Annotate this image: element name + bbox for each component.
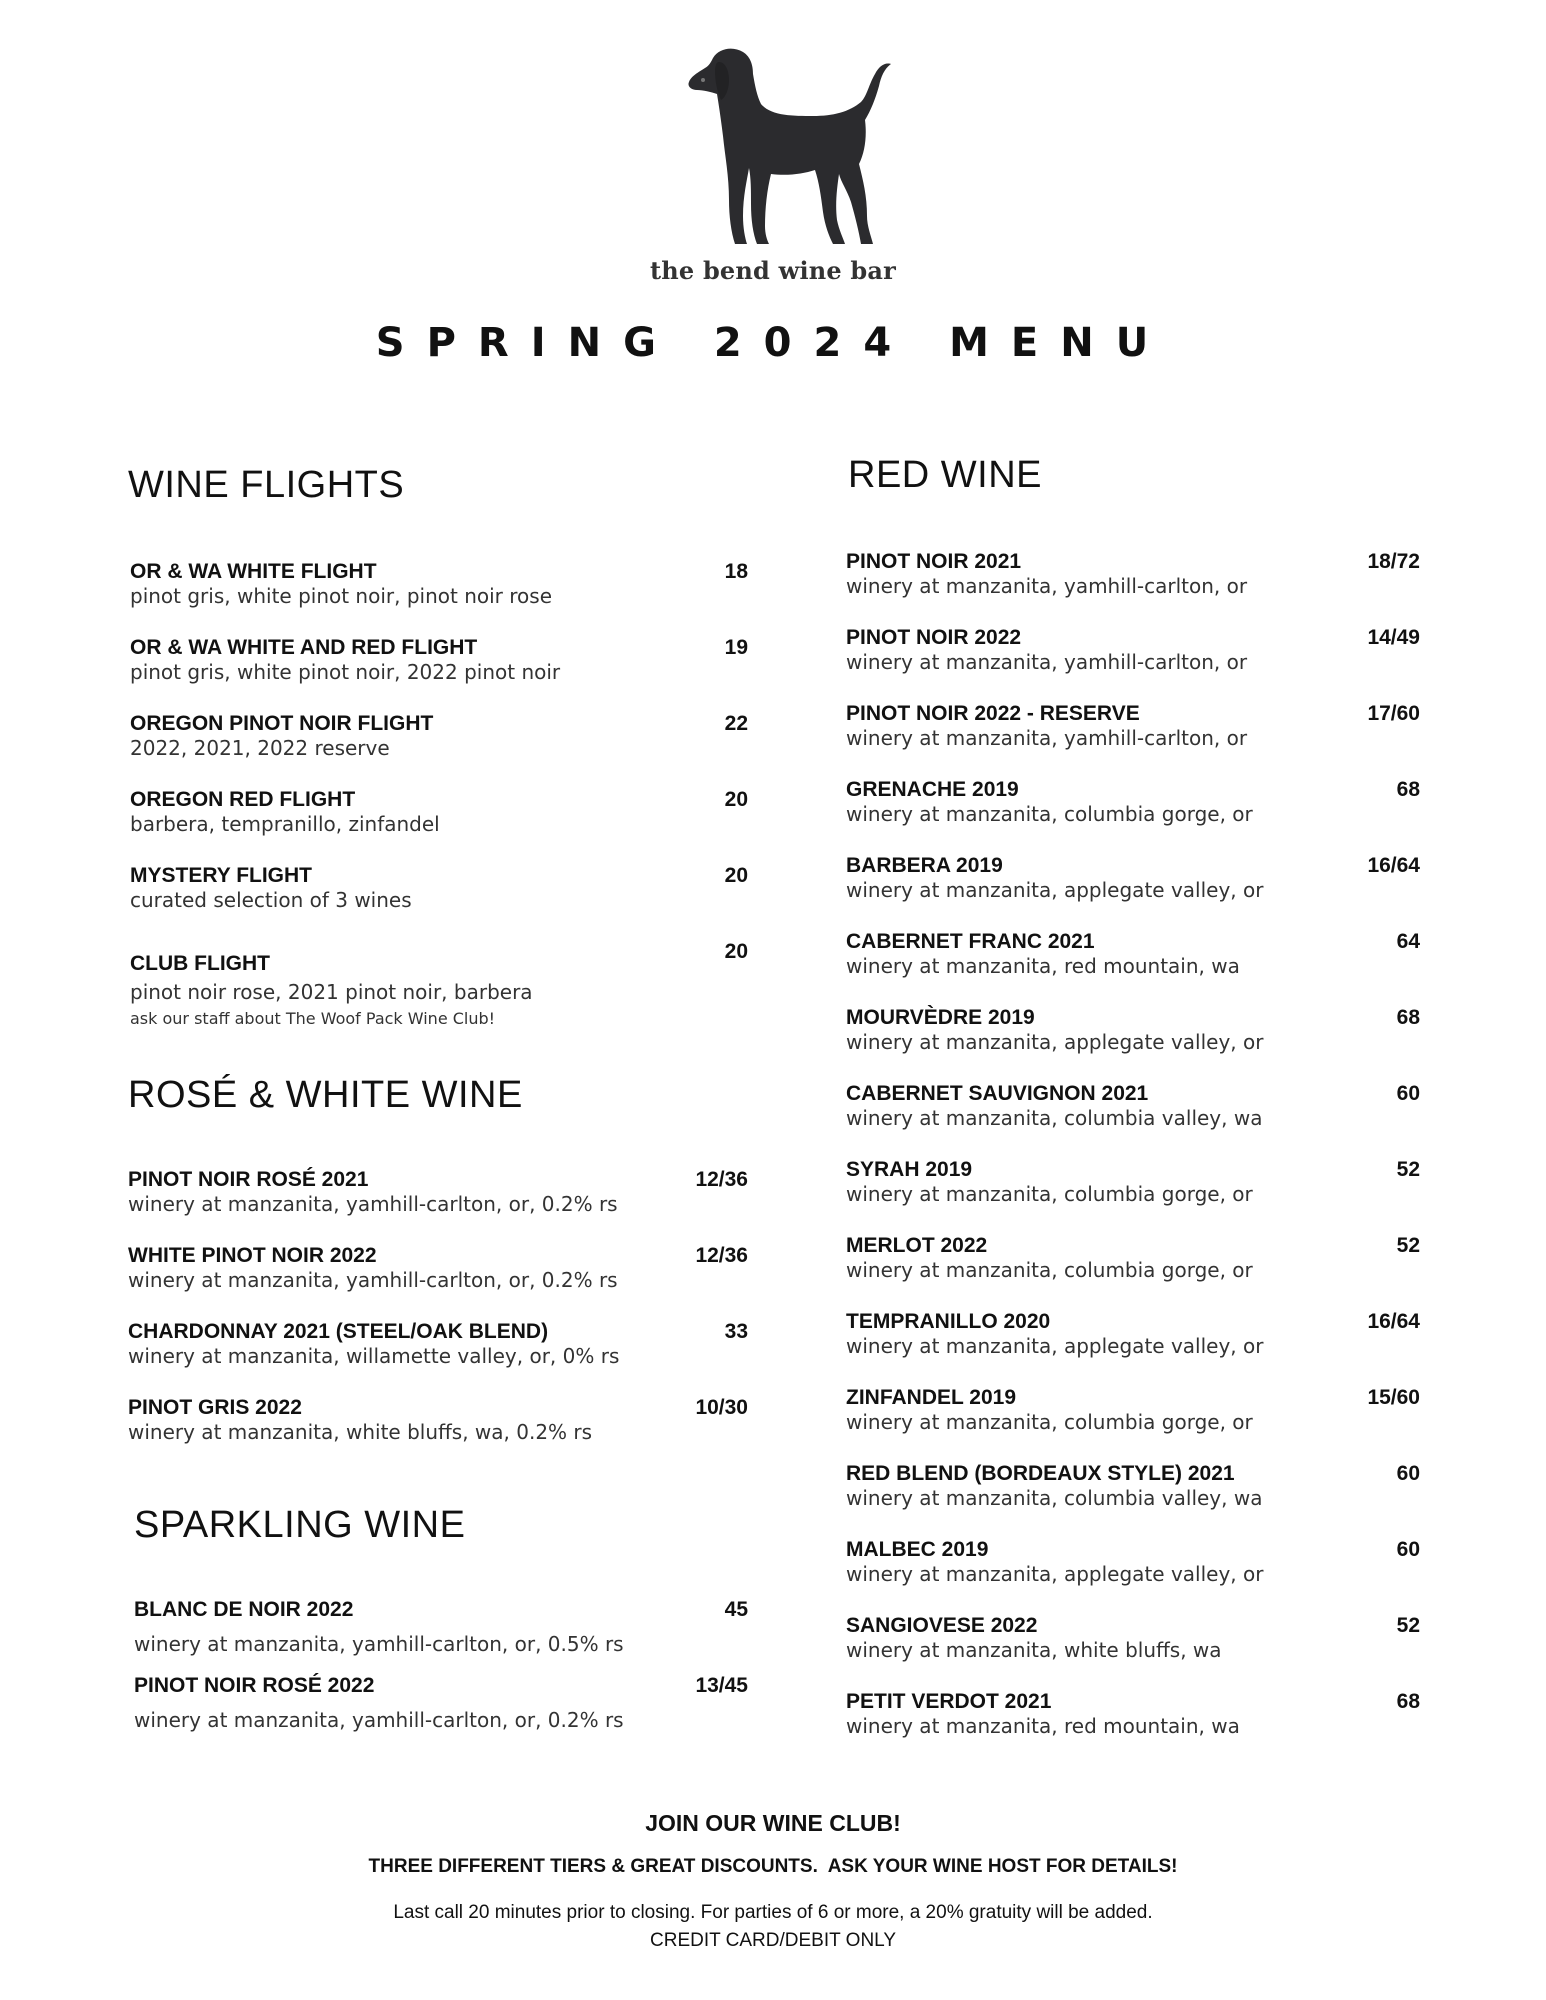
item-name: MERLOT 2022 [846, 1234, 988, 1257]
item-desc: winery at manzanita, yamhill-carlton, or, 0.2% rs [128, 1192, 618, 1216]
list-item [130, 952, 533, 1030]
brand-name: the bend wine bar [649, 256, 897, 285]
item-desc: winery at manzanita, yamhill-carlton, or, 0.2% rs [128, 1268, 618, 1292]
item-name: BLANC DE NOIR 2022 [134, 1598, 354, 1621]
item-price: 10/30 [695, 1396, 748, 1419]
sparkling-heading: SPARKLING WINE [134, 1504, 466, 1546]
item-desc: pinot gris, white pinot noir, pinot noir rose [130, 584, 552, 608]
item-price: 68 [1396, 1006, 1420, 1029]
item-name: OREGON RED FLIGHT [130, 788, 356, 811]
list-item [846, 930, 1240, 978]
item-desc: winery at manzanita, yamhill-carlton, or [846, 726, 1248, 750]
item-desc: winery at manzanita, red mountain, wa [846, 954, 1240, 978]
item-price: 18/72 [1367, 550, 1420, 573]
item-desc: winery at manzanita, yamhill-carlton, or, 0.2% rs [134, 1708, 624, 1732]
item-name: OR & WA WHITE AND RED FLIGHT [130, 636, 478, 659]
item-price: 15/60 [1367, 1386, 1420, 1409]
item-desc: pinot gris, white pinot noir, 2022 pinot noir [130, 660, 561, 684]
list-item [130, 636, 560, 684]
list-item [130, 864, 412, 912]
dog-silhouette-icon [653, 40, 893, 250]
list-item [846, 1538, 1263, 1586]
list-item [128, 1320, 619, 1368]
item-desc: winery at manzanita, applegate valley, or [846, 1334, 1264, 1358]
payment-note: CREDIT CARD/DEBIT ONLY [650, 1930, 896, 1951]
item-name: SYRAH 2019 [846, 1158, 973, 1181]
item-name: PINOT NOIR ROSÉ 2021 [128, 1168, 369, 1191]
item-name: CABERNET FRANC 2021 [846, 930, 1095, 953]
item-desc: winery at manzanita, white bluffs, wa [846, 1638, 1222, 1662]
list-item [846, 550, 1247, 598]
item-price: 20 [724, 940, 748, 963]
item-desc: winery at manzanita, applegate valley, or [846, 878, 1264, 902]
item-name: WHITE PINOT NOIR 2022 [128, 1244, 377, 1267]
item-desc: winery at manzanita, columbia gorge, or [846, 1410, 1253, 1434]
item-name: CABERNET SAUVIGNON 2021 [846, 1082, 1149, 1105]
item-name: MALBEC 2019 [846, 1538, 989, 1561]
item-name: GRENACHE 2019 [846, 778, 1019, 801]
list-item [128, 1244, 618, 1292]
item-name: PINOT GRIS 2022 [128, 1396, 302, 1419]
page-title: SPRING 2024 MENU [375, 320, 1171, 366]
item-name: MYSTERY FLIGHT [130, 864, 313, 887]
item-name: CLUB FLIGHT [130, 952, 270, 975]
item-price: 52 [1396, 1234, 1420, 1257]
list-item [846, 1614, 1222, 1662]
item-price: 60 [1396, 1462, 1420, 1485]
list-item [846, 1462, 1262, 1510]
item-price: 12/36 [695, 1244, 748, 1267]
rose-white-heading: ROSÉ & WHITE WINE [128, 1074, 523, 1116]
list-item [846, 1158, 1253, 1206]
item-price: 17/60 [1367, 702, 1420, 725]
list-item [846, 1234, 1253, 1282]
item-desc: winery at manzanita, columbia valley, wa [846, 1486, 1263, 1510]
item-name: OREGON PINOT NOIR FLIGHT [130, 712, 434, 735]
item-name: RED BLEND (BORDEAUX STYLE) 2021 [846, 1462, 1235, 1485]
item-price: 12/36 [695, 1168, 748, 1191]
list-item [134, 1674, 624, 1732]
item-price: 22 [724, 712, 748, 735]
item-price: 68 [1396, 778, 1420, 801]
wine-flights-heading: WINE FLIGHTS [128, 464, 405, 506]
item-desc: winery at manzanita, applegate valley, or [846, 1562, 1264, 1586]
item-name: PINOT NOIR 2022 - RESERVE [846, 702, 1140, 725]
list-item [846, 1386, 1253, 1434]
item-price: 60 [1396, 1538, 1420, 1561]
item-desc: barbera, tempranillo, zinfandel [130, 812, 440, 836]
list-item [846, 1082, 1262, 1130]
item-note: ask our staff about The Woof Pack Wine Club! [130, 1009, 496, 1028]
item-name: PINOT NOIR 2022 [846, 626, 1022, 649]
item-price: 20 [724, 864, 748, 887]
list-item [846, 626, 1247, 674]
item-desc: winery at manzanita, yamhill-carlton, or, 0.5% rs [134, 1632, 624, 1656]
item-desc: winery at manzanita, applegate valley, or [846, 1030, 1264, 1054]
list-item [846, 1006, 1263, 1054]
item-price: 20 [724, 788, 748, 811]
item-name: TEMPRANILLO 2020 [846, 1310, 1051, 1333]
item-price: 13/45 [695, 1674, 748, 1697]
item-desc: winery at manzanita, willamette valley, or, 0% rs [128, 1344, 620, 1368]
item-desc: winery at manzanita, columbia gorge, or [846, 802, 1253, 826]
item-desc: winery at manzanita, columbia gorge, or [846, 1182, 1253, 1206]
item-desc: winery at manzanita, yamhill-carlton, or [846, 574, 1248, 598]
item-price: 18 [724, 560, 748, 583]
wine-club-heading: JOIN OUR WINE CLUB! [645, 1810, 901, 1836]
list-item [128, 1168, 618, 1216]
item-desc: winery at manzanita, red mountain, wa [846, 1714, 1240, 1738]
item-price: 60 [1396, 1082, 1420, 1105]
item-price: 52 [1396, 1158, 1420, 1181]
item-name: SANGIOVESE 2022 [846, 1614, 1038, 1637]
list-item [846, 778, 1253, 826]
item-price: 16/64 [1367, 854, 1420, 877]
item-price: 52 [1396, 1614, 1420, 1637]
item-name: BARBERA 2019 [846, 854, 1003, 877]
item-desc: winery at manzanita, columbia gorge, or [846, 1258, 1253, 1282]
brand-logo [0, 40, 1546, 285]
item-name: PINOT NOIR 2021 [846, 550, 1022, 573]
item-name: OR & WA WHITE FLIGHT [130, 560, 377, 583]
list-item [130, 560, 552, 608]
list-item [134, 1598, 624, 1656]
item-desc: winery at manzanita, yamhill-carlton, or [846, 650, 1248, 674]
list-item [130, 788, 440, 836]
list-item [846, 1310, 1263, 1358]
item-price: 19 [724, 636, 748, 659]
item-name: CHARDONNAY 2021 (STEEL/OAK BLEND) [128, 1320, 549, 1343]
item-price: 68 [1396, 1690, 1420, 1713]
item-name: ZINFANDEL 2019 [846, 1386, 1016, 1409]
item-desc: pinot noir rose, 2021 pinot noir, barbera [130, 980, 533, 1004]
last-call-note: Last call 20 minutes prior to closing. For parties of 6 or more, a 20% gratuity will be added. [393, 1902, 1153, 1923]
item-desc: curated selection of 3 wines [130, 888, 412, 912]
item-name: PINOT NOIR ROSÉ 2022 [134, 1674, 375, 1697]
item-desc: winery at manzanita, white bluffs, wa, 0.2% rs [128, 1420, 593, 1444]
item-price: 14/49 [1367, 626, 1420, 649]
item-desc: winery at manzanita, columbia valley, wa [846, 1106, 1263, 1130]
item-price: 64 [1396, 930, 1420, 953]
list-item [846, 1690, 1240, 1738]
red-wine-heading: RED WINE [848, 454, 1042, 496]
item-price: 45 [724, 1598, 748, 1621]
list-item [846, 702, 1247, 750]
list-item [846, 854, 1263, 902]
item-price: 16/64 [1367, 1310, 1420, 1333]
item-name: MOURVÈDRE 2019 [846, 1006, 1035, 1029]
list-item [130, 712, 433, 760]
wine-club-details: THREE DIFFERENT TIERS & GREAT DISCOUNTS. ASK YOUR WINE HOST FOR DETAILS! [368, 1856, 1178, 1877]
list-item [128, 1396, 592, 1444]
item-desc: 2022, 2021, 2022 reserve [130, 736, 390, 760]
item-name: PETIT VERDOT 2021 [846, 1690, 1052, 1713]
item-price: 33 [724, 1320, 748, 1343]
